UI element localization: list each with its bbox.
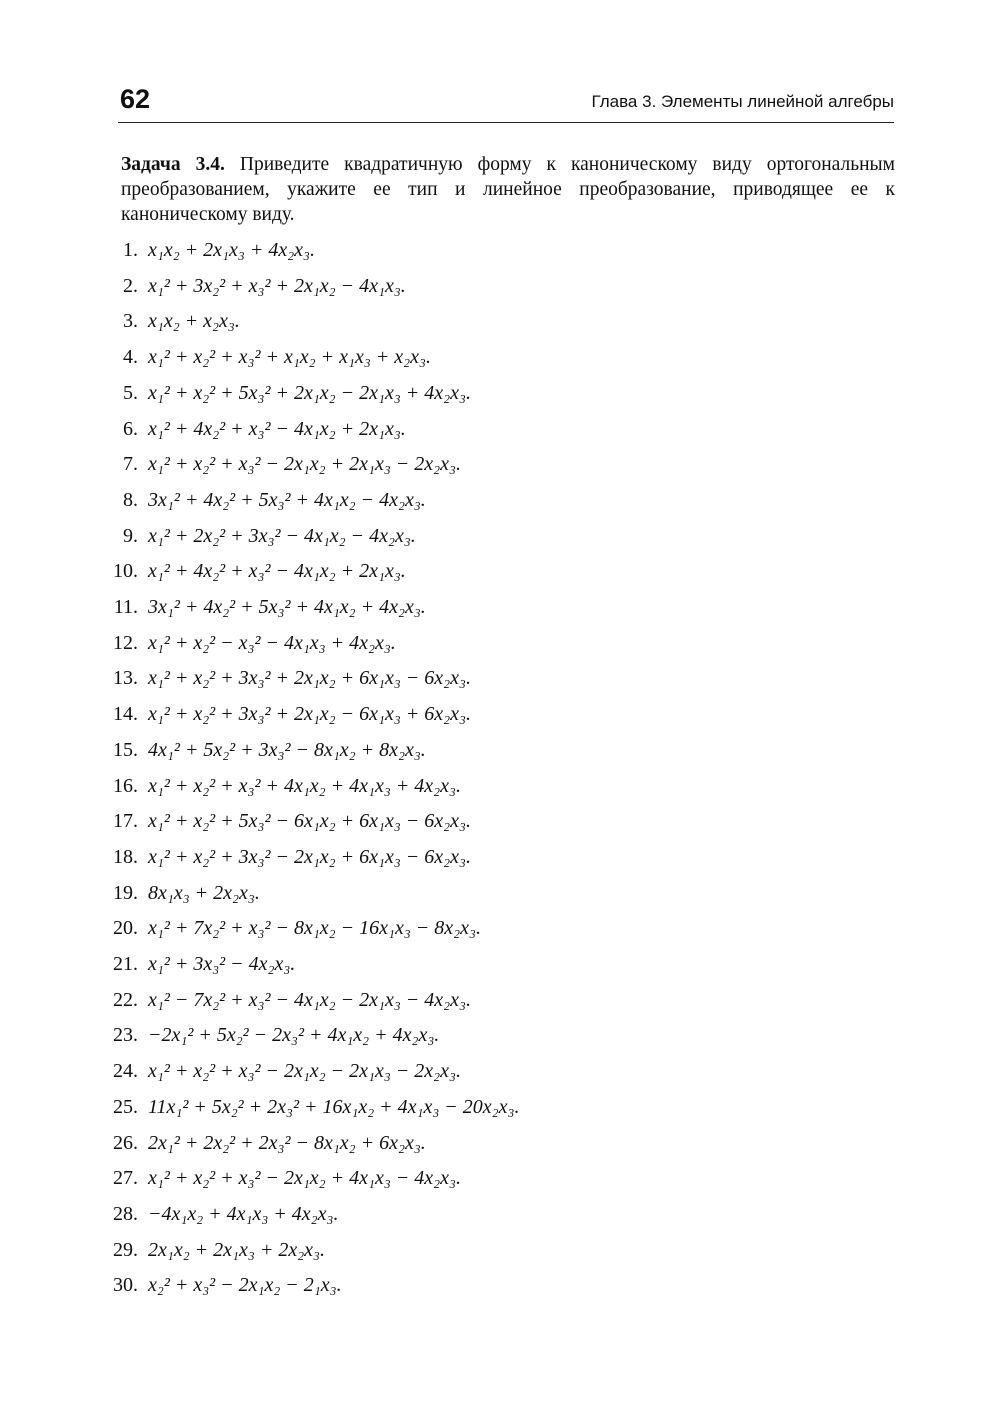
- problem-number: 28.: [113, 1202, 138, 1225]
- problem-number: 13.: [113, 667, 138, 690]
- problem-number: 9.: [123, 524, 138, 547]
- problem-number: 23.: [113, 1024, 138, 1047]
- list-item: [0, 377, 1000, 409]
- list-item: [0, 520, 1000, 552]
- problem-number: 6.: [123, 417, 138, 440]
- problem-expression: x₁² + x₂² + x₃² + x₁x₂ + x₁x₃ + x₂x₃.: [148, 346, 431, 369]
- page-number: 62: [120, 84, 151, 114]
- problem-expression: −4x₁x₂ + 4x₁x₃ + 4x₂x₃.: [148, 1202, 339, 1225]
- problem-expression: x₂² + x₃² − 2x₁x₂ − 2₁x₃.: [148, 1274, 342, 1297]
- list-item: [0, 1055, 1000, 1087]
- problem-number: 14.: [113, 703, 138, 726]
- problem-expression: x₁² + x₂² + 3x₃² − 2x₁x₂ + 6x₁x₃ − 6x₂x₃.: [148, 845, 471, 868]
- list-item: [0, 448, 1000, 480]
- task-label: Задача 3.4.: [121, 154, 225, 175]
- problem-expression: x₁² + 4x₂² + x₃² − 4x₁x₂ + 2x₁x₃.: [148, 417, 406, 440]
- list-item: [0, 698, 1000, 730]
- problem-number: 30.: [113, 1274, 138, 1297]
- list-item: [0, 270, 1000, 302]
- task-text: Приведите квадратичную форму к каноническому виду ортогональным преобразованием, укажите ее тип и линейное преобразование, приводящее ее к каноническому виду.: [121, 154, 895, 225]
- list-item: [0, 770, 1000, 802]
- problem-expression: 3x₁² + 4x₂² + 5x₃² + 4x₁x₂ − 4x₂x₃.: [148, 488, 426, 511]
- list-item: [0, 1269, 1000, 1301]
- problem-number: 20.: [113, 917, 138, 940]
- problem-expression: x₁² + x₂² + x₃² + 4x₁x₂ + 4x₁x₃ + 4x₂x₃.: [148, 774, 461, 797]
- problem-expression: x₁² + 3x₃² − 4x₂x₃.: [148, 953, 296, 975]
- problem-number: 15.: [113, 738, 138, 761]
- problem-expression: x₁² + x₂² + 5x₃² + 2x₁x₂ − 2x₁x₃ + 4x₂x₃.: [148, 381, 471, 404]
- running-head: Глава 3. Элементы линейной алгебры: [591, 92, 894, 111]
- problem-expression: x₁² − 7x₂² + x₃² − 4x₁x₂ − 2x₁x₃ − 4x₂x₃.: [148, 988, 471, 1011]
- list-item: [0, 1019, 1000, 1051]
- problem-expression: x₁² + 3x₂² + x₃² + 2x₁x₂ − 4x₁x₃.: [148, 274, 406, 297]
- list-item: [0, 877, 1000, 909]
- list-item: [0, 305, 1000, 337]
- problem-number: 12.: [113, 631, 138, 654]
- problem-expression: 2x₁² + 2x₂² + 2x₃² − 8x₁x₂ + 6x₂x₃.: [148, 1131, 426, 1154]
- problem-expression: 11x₁² + 5x₂² + 2x₃² + 16x₁x₂ + 4x₁x₃ − 20x₂x₃.: [148, 1095, 520, 1118]
- list-item: [0, 627, 1000, 659]
- problem-expression: x₁² + 2x₂² + 3x₃² − 4x₁x₂ − 4x₂x₃.: [148, 524, 416, 547]
- list-item: [0, 984, 1000, 1016]
- problem-number: 19.: [113, 881, 138, 904]
- list-item: [0, 234, 1000, 266]
- problem-expression: x₁² + x₂² − x₃² − 4x₁x₃ + 4x₂x₃.: [148, 631, 396, 654]
- list-item: [0, 948, 1000, 980]
- problem-expression: x₁² + x₂² + x₃² − 2x₁x₂ + 2x₁x₃ − 2x₂x₃.: [148, 453, 461, 476]
- problem-number: 29.: [113, 1238, 138, 1261]
- problem-expression: 3x₁² + 4x₂² + 5x₃² + 4x₁x₂ + 4x₂x₃.: [148, 596, 426, 618]
- list-item: [0, 591, 1000, 623]
- problem-expression: x₁x₂ + x₂x₃.: [148, 310, 240, 333]
- list-item: [0, 413, 1000, 445]
- list-item: [0, 912, 1000, 944]
- list-item: [0, 1091, 1000, 1123]
- problem-number: 26.: [113, 1131, 138, 1154]
- problem-expression: x₁² + x₂² + 5x₃² − 6x₁x₂ + 6x₁x₃ − 6x₂x₃.: [148, 810, 471, 833]
- problem-number: 24.: [113, 1060, 138, 1083]
- list-item: [0, 1198, 1000, 1230]
- problem-expression: −2x₁² + 5x₂² − 2x₃² + 4x₁x₂ + 4x₂x₃.: [148, 1024, 440, 1047]
- problem-expression: x₁² + 4x₂² + x₃² − 4x₁x₂ + 2x₁x₃.: [148, 560, 406, 583]
- list-item: [0, 841, 1000, 873]
- problem-expression: x₁² + x₂² + x₃² − 2x₁x₂ + 4x₁x₃ − 4x₂x₃.: [148, 1167, 461, 1190]
- problem-number: 8.: [123, 488, 138, 511]
- problem-expression: x₁² + x₂² + x₃² − 2x₁x₂ − 2x₁x₃ − 2x₂x₃.: [148, 1060, 461, 1083]
- problem-number: 5.: [123, 381, 138, 404]
- problem-number: 2.: [123, 274, 138, 297]
- problem-expression: 4x₁² + 5x₂² + 3x₃² − 8x₁x₂ + 8x₂x₃.: [148, 738, 426, 761]
- problem-number: 27.: [113, 1167, 138, 1190]
- list-item: [0, 662, 1000, 694]
- problem-number: 4.: [123, 346, 138, 369]
- problem-expression: x₁x₂ + 2x₁x₃ + 4x₂x₃.: [148, 239, 315, 261]
- problem-number: 25.: [113, 1095, 138, 1118]
- list-item: [0, 484, 1000, 516]
- list-item: [0, 341, 1000, 373]
- list-item: [0, 1127, 1000, 1159]
- problem-number: 11.: [113, 596, 138, 618]
- problem-expression: 2x₁x₂ + 2x₁x₃ + 2x₂x₃.: [148, 1238, 325, 1261]
- problem-number: 1.: [123, 239, 138, 261]
- list-item: [0, 805, 1000, 837]
- problem-number: 7.: [123, 453, 138, 476]
- problem-expression: x₁² + x₂² + 3x₃² + 2x₁x₂ + 6x₁x₃ − 6x₂x₃.: [148, 667, 471, 690]
- problem-number: 16.: [113, 774, 138, 797]
- problem-number: 21.: [113, 953, 138, 975]
- list-item: [0, 1162, 1000, 1194]
- problem-expression: x₁² + 7x₂² + x₃² − 8x₁x₂ − 16x₁x₃ − 8x₂x₃.: [148, 917, 481, 940]
- header-rule: [118, 122, 894, 123]
- list-item: [0, 1234, 1000, 1266]
- task-statement: [121, 152, 895, 227]
- list-item: [0, 555, 1000, 587]
- problem-expression: 8x₁x₃ + 2x₂x₃.: [148, 881, 260, 904]
- problem-number: 3.: [123, 310, 138, 333]
- problem-number: 17.: [113, 810, 138, 833]
- problem-number: 18.: [113, 845, 138, 868]
- list-item: [0, 734, 1000, 766]
- problem-number: 10.: [113, 560, 138, 583]
- problem-expression: x₁² + x₂² + 3x₃² + 2x₁x₂ − 6x₁x₃ + 6x₂x₃.: [148, 703, 471, 726]
- problem-number: 22.: [113, 988, 138, 1011]
